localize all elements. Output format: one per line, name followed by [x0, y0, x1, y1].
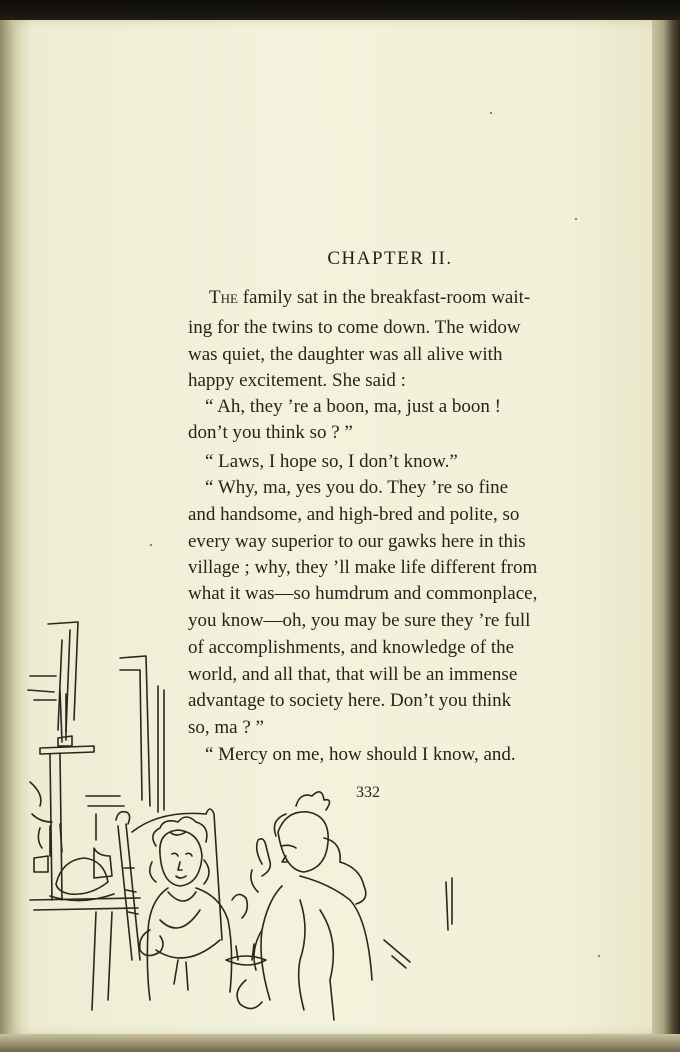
text-line: ing for the twins to come down. The widow	[188, 317, 521, 338]
mother-and-daughter-at-breakfast-icon	[0, 600, 470, 1040]
woman-hand	[257, 839, 271, 876]
text-line: you know—oh, you may be sure they ’re full	[188, 610, 531, 631]
text-line: so, ma ? ”	[188, 717, 264, 738]
text-line: every way superior to our gawks here in this	[188, 531, 526, 552]
girl-hand	[140, 930, 163, 956]
text-line: of accomplishments, and knowledge of the	[188, 637, 515, 658]
text-line: and handsome, and high-bred and polite, so	[188, 504, 520, 525]
text-line: don’t you think so ? ”	[188, 422, 353, 443]
text-line: what it was—so humdrum and commonplace,	[188, 583, 538, 604]
door-frame	[120, 656, 150, 806]
text-line: happy excitement. She said :	[188, 370, 406, 391]
text-line: was quiet, the daughter was all alive with	[188, 344, 503, 365]
mantel-shelf	[40, 746, 94, 754]
hair-bow	[296, 792, 330, 810]
paper-speck	[150, 544, 152, 546]
hat	[56, 858, 108, 894]
woman-face	[278, 812, 328, 872]
chapter-heading: CHAPTER II.	[327, 248, 453, 269]
text-line: “ Laws, I hope so, I don’t know.”	[205, 451, 458, 472]
text-line: world, and all that, that will be an immense	[188, 664, 518, 685]
page-right-edge	[652, 20, 680, 1052]
page-number: 332	[356, 784, 380, 801]
paper-speck	[490, 112, 492, 114]
table-edge	[30, 898, 140, 910]
text-line: “ Ah, they ’re a boon, ma, just a boon !	[205, 396, 502, 417]
wall-line	[48, 622, 78, 720]
paper-speck	[598, 955, 600, 957]
paper-speck	[575, 218, 577, 220]
text-line: advantage to society here. Don’t you think	[188, 690, 512, 711]
text-line: “ Why, ma, yes you do. They ’re so fine	[205, 477, 509, 498]
text-line: “ Mercy on me, how should I know, and.	[205, 744, 516, 765]
text-line: The family sat in the breakfast-room wait-	[209, 287, 531, 308]
lead-word: The	[209, 287, 238, 308]
text-line: village ; why, they ’ll make life different from	[188, 557, 538, 578]
